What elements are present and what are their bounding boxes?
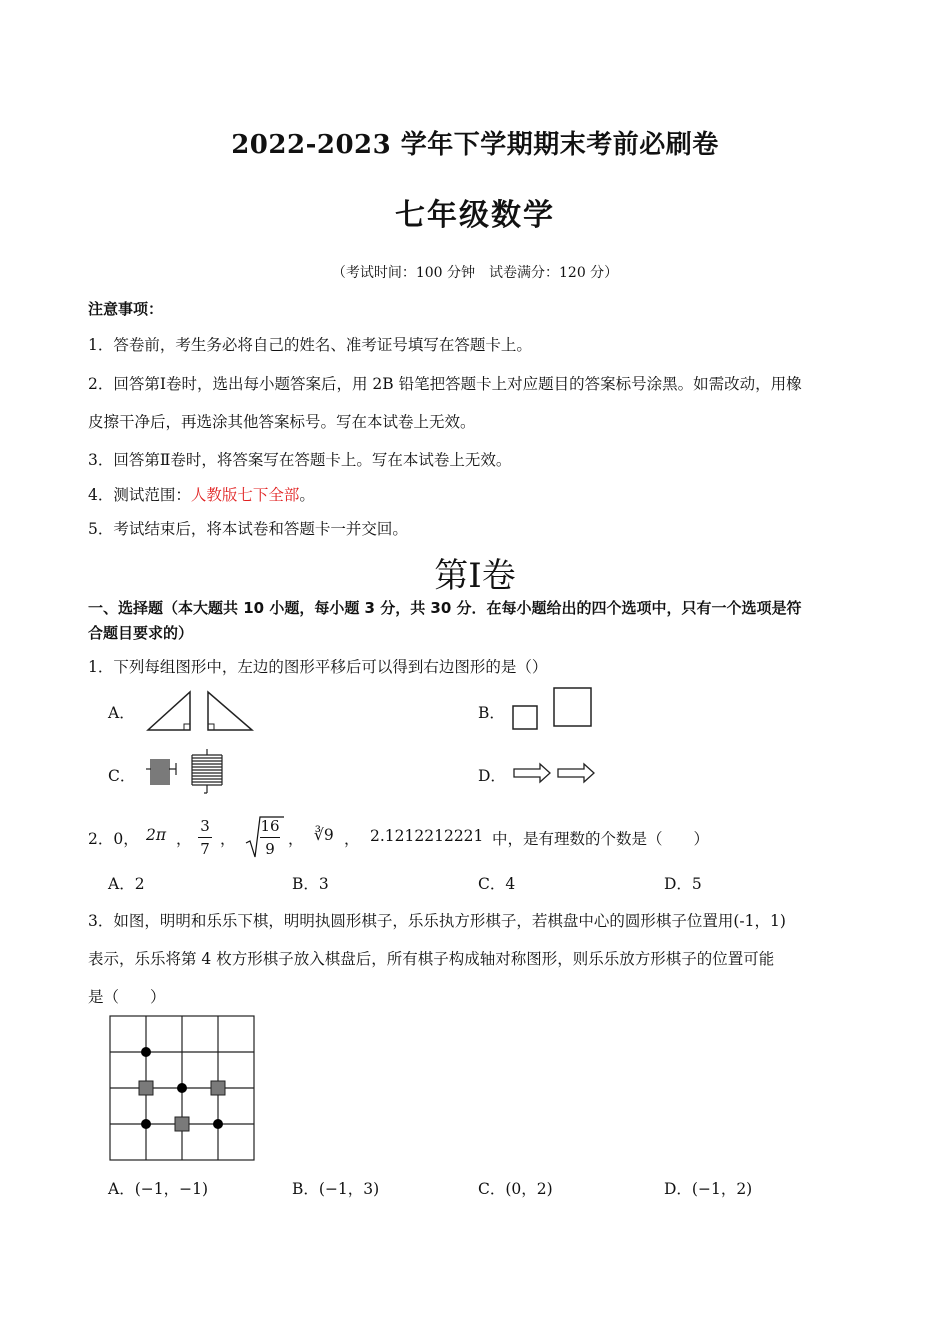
q2-decimal: 2.1212212221 (370, 827, 484, 845)
notice-item: 皮擦干净后，再选涂其他答案标号。写在本试卷上无效。 (88, 413, 476, 431)
q1-option-a-label: A． (108, 704, 135, 722)
q2-sep: ， (288, 830, 304, 848)
subject-title: 七年级数学 (395, 198, 555, 233)
q3-option-b: B．(−1，3) (292, 1180, 380, 1198)
notice-item-range (88, 483, 315, 505)
q1-option-c-figure (144, 747, 230, 795)
question-3-line1: 3．如图，明明和乐乐下棋，明明执圆形棋子，乐乐执方形棋子，若棋盘中心的圆形棋子位置用(-1，1) (88, 912, 786, 930)
q2-sep: ， (344, 830, 360, 848)
question-1-stem: 1．下列每组图形中，左边的图形平移后可以得到右边图形的是（） (88, 658, 548, 676)
notice-item: 5．考试结束后，将本试卷和答题卡一并交回。 (88, 520, 408, 538)
fraction-denominator: 7 (200, 840, 210, 858)
q2-fraction-16-9 (260, 817, 280, 858)
range-value: 人教版七下全部 (190, 486, 300, 504)
q1-option-a-figure (146, 690, 256, 732)
section-heading: 一、选择题（本大题共 10 小题，每小题 3 分，共 30 分．在每小题给出的四个选项中，只有一个选项是符 (88, 599, 802, 617)
range-prefix: 4．测试范围： (88, 486, 191, 504)
q2-cube-root: ∛9 (314, 826, 334, 844)
q2-sep: ， (220, 830, 236, 848)
chessboard-figure (108, 1014, 256, 1164)
fraction-bar (260, 837, 280, 838)
q2-two-pi: 2π (146, 826, 167, 844)
q3-option-a: A．(−1，−1) (108, 1180, 208, 1198)
q2-fraction-3-7 (198, 817, 212, 858)
q2-option-c: C．4 (478, 875, 516, 893)
notice-item: 1．答卷前，考生务必将自己的姓名、准考证号填写在答题卡上。 (88, 336, 532, 354)
q2-sep: ， (176, 830, 192, 848)
section-heading-cont: 合题目要求的） (88, 624, 194, 642)
question-2-prefix: 2．0， (88, 830, 139, 848)
q2-option-a: A．2 (108, 875, 145, 893)
q2-option-b: B．3 (292, 875, 329, 893)
range-suffix: 。 (299, 486, 315, 504)
notice-title: 注意事项： (88, 300, 164, 318)
q1-option-b-label: B． (478, 704, 505, 722)
q3-option-c: C．(0，2) (478, 1180, 553, 1198)
question-3-line3: 是（ ） (88, 988, 166, 1006)
q2-option-d: D．5 (664, 875, 702, 893)
fraction-numerator: 16 (260, 817, 280, 835)
question-3-line2: 表示，乐乐将第 4 枚方形棋子放入棋盘后，所有棋子构成轴对称图形，则乐乐放方形棋子的位置可能 (88, 950, 775, 968)
q1-option-d-label: D． (478, 767, 506, 785)
notice-item: 2．回答第Ⅰ卷时，选出每小题答案后，用 2B 铅笔把答题卡上对应题目的答案标号涂黑。如需改动，用橡 (88, 375, 802, 393)
exam-info: （考试时间：100 分钟 试卷满分：120 分） (331, 265, 619, 281)
q1-option-c-label: C． (108, 767, 136, 785)
q1-option-b-figure (510, 686, 600, 732)
q3-option-d: D．(−1，2) (664, 1180, 753, 1198)
exam-title: 2022-2023 学年下学期期末考前必刷卷 (231, 130, 719, 160)
notice-item: 3．回答第Ⅱ卷时，将答案写在答题卡上。写在本试卷上无效。 (88, 451, 512, 469)
fraction-numerator: 3 (200, 817, 210, 835)
fraction-bar (198, 837, 212, 838)
q2-suffix: 中，是有理数的个数是（ ） (492, 830, 710, 848)
fraction-denominator: 9 (265, 840, 275, 858)
q1-option-d-figure (512, 762, 598, 784)
volume-title: 第Ⅰ卷 (434, 556, 516, 596)
